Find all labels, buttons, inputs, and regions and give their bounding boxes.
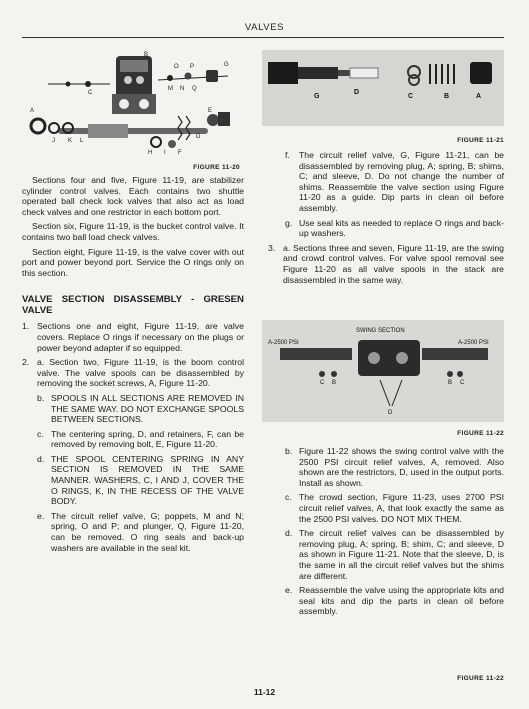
fig22-label: B	[448, 380, 453, 386]
fig20-label: K	[68, 138, 73, 144]
step-text: Sections one and eight, Figure 11-19, are valve covers. Replace O rings if necessary on the plugs or power beyond adapter if so equipped.	[37, 321, 244, 353]
fig22-label: C	[460, 380, 465, 386]
fig20-label: P	[190, 64, 195, 70]
step-text: a. Section two, Figure 11-19, is the boom control valve. The valve spools can be disassembled by removing the socket screws, A, Figure 11-20.	[37, 357, 244, 389]
substep-text: The circuit relief valves can be disassembled by removing plug, A; spring, B; shim, C; and sleeve, D as shown in Figure 11-21. Note that the sleeve, D, is the same in all the circuit relief valves but the shims are different.	[299, 528, 504, 581]
fig22-label: C	[320, 380, 325, 386]
paragraph: Section six, Figure 11-19, is the bucket control valve. It contains two ball load check valves.	[22, 221, 244, 242]
fig20-label: C	[88, 90, 93, 96]
substep-text: The circuit relief valve, G; poppets, M and N; spring, O and P; and plunger, Q, Figure 11-20, can be removed. O ring seals and back-up washers are available in the seal kit.	[51, 510, 244, 553]
substep-text: The centering spring, D, and retainers, F, can be removed by removing bolt, E, Figure 11-20.	[51, 428, 244, 450]
right-column-bottom	[268, 446, 504, 621]
fig20-label: Q	[192, 86, 197, 92]
paragraph: Section eight, Figure 11-19, is the valve cover with out port and power beyond port. Service the O rings only on this section.	[22, 246, 244, 278]
substep-text: The crowd section, Figure 11-23, uses 2700 PSI circuit relief valves, A, that look exactly the same as the 2500 PSI valves. DO NOT MIX THEM.	[299, 492, 504, 524]
substep-letter: b.	[37, 392, 45, 403]
section-heading: VALVE SECTION DISASSEMBLY - GRESEN VALVE	[22, 294, 244, 317]
fig20-label: M	[168, 86, 173, 92]
substep-letter: b.	[285, 446, 293, 456]
fig22-label: A-2500 PSI	[268, 340, 299, 346]
fig20-label: L	[80, 138, 84, 144]
substep-letter: e.	[37, 510, 45, 521]
fig20-label: O	[174, 64, 179, 70]
substep-text: Reassemble the valve using the appropriate kits and seal kits and dip the parts in clean oil before assembly.	[299, 585, 504, 617]
figure-11-22-photo	[262, 320, 504, 422]
fig22-label: B	[332, 380, 337, 386]
step-number: 1.	[22, 321, 30, 332]
running-header: VALVES	[244, 22, 285, 33]
fig20-label: D	[196, 134, 201, 140]
substep-g	[285, 218, 504, 239]
fig21-label: D	[354, 89, 360, 96]
figure-11-22-caption-bottom: FIGURE 11-22	[457, 675, 504, 682]
fig20-label: A	[30, 108, 35, 114]
substep-text: THE SPOOL CENTERING SPRING IN ANY SECTION IS REMOVED IN THE SAME MANNER. WASHERS, C, I AND J, COVER THE O RINGS, K, IN THE RECESS OF THE VALVE BODY.	[51, 453, 244, 507]
left-column	[22, 175, 244, 557]
substep-letter: g.	[285, 217, 293, 228]
fig21-label: C	[408, 93, 414, 100]
substep-e	[285, 585, 504, 617]
fig21-label: G	[314, 93, 320, 100]
figure-11-21-photo	[262, 50, 504, 126]
figure-11-20-illustration	[28, 50, 238, 158]
fig22-label: SWING SECTION	[356, 328, 405, 334]
substep-letter: c.	[285, 492, 292, 503]
page-number: 11-12	[253, 687, 276, 697]
step-number: 3.	[268, 242, 276, 253]
substep-d	[37, 454, 244, 507]
substep-b	[37, 393, 244, 425]
figure-11-20-caption: FIGURE 11-20	[193, 164, 240, 171]
step-2	[22, 357, 244, 389]
figure-11-21-caption: FIGURE 11-21	[457, 137, 504, 144]
fig20-label: I	[164, 150, 166, 156]
substep-text: Use seal kits as needed to replace O rings and back-up washers.	[299, 217, 504, 239]
fig21-label: A	[476, 93, 482, 100]
substep-letter: d.	[285, 528, 293, 539]
step-3	[268, 243, 504, 285]
step-text: a. Sections three and seven, Figure 11-19, are the swing and crowd control valves. For valve spool removal see Figure 11-20 as all valve spools in the stack are disassembled in the same way.	[283, 242, 504, 285]
step-1	[22, 321, 244, 353]
substep-c	[285, 492, 504, 524]
fig22-label: D	[388, 410, 393, 416]
substep-letter: f.	[285, 150, 290, 160]
paragraph: Sections four and five, Figure 11-19, are stabilizer cylinder control valves. Each contains two shuttle operated ball check lock valves that also act as load check valves and one restrictor in each bottom port.	[22, 175, 244, 217]
substep-f	[285, 150, 504, 214]
substep-letter: d.	[37, 453, 45, 464]
fig20-label: J	[52, 138, 55, 144]
substep-b	[285, 446, 504, 488]
substep-letter: e.	[285, 585, 293, 596]
fig20-label: H	[148, 150, 153, 156]
fig20-label: F	[178, 150, 182, 156]
substep-e	[37, 511, 244, 553]
substep-letter: c.	[37, 428, 44, 439]
substep-text: The circuit relief valve, G, Figure 11-21, can be disassembled by removing plug, A; spring, B; shims, C; and sleeve, D. Do not change the number of shims. Reassemble the valve section using Figure 11-20 as a guide. Dip parts in clean oil before assembly.	[299, 150, 504, 213]
fig22-label: A-2500 PSI	[458, 340, 489, 346]
fig20-label: E	[208, 108, 213, 114]
right-column-top	[268, 150, 504, 289]
fig20-label: B	[144, 52, 149, 58]
fig20-label: N	[180, 86, 185, 92]
fig21-label: B	[444, 93, 450, 100]
substep-c	[37, 429, 244, 450]
figure-11-22-caption: FIGURE 11-22	[457, 430, 504, 437]
substep-text: Figure 11-22 shows the swing control valve with the 2500 PSI circuit relief valves, A, removed. Also shown are the restrictors, D, used in the output ports. Install as shown.	[299, 446, 504, 488]
substep-d	[285, 528, 504, 581]
substep-text: SPOOLS IN ALL SECTIONS ARE REMOVED IN THE SAME WAY. DO NOT EXCHANGE SPOOLS BETWEEN SECTIONS.	[51, 392, 244, 425]
step-number: 2.	[22, 357, 30, 368]
fig20-label: G	[224, 62, 229, 68]
header-rule	[22, 37, 504, 38]
